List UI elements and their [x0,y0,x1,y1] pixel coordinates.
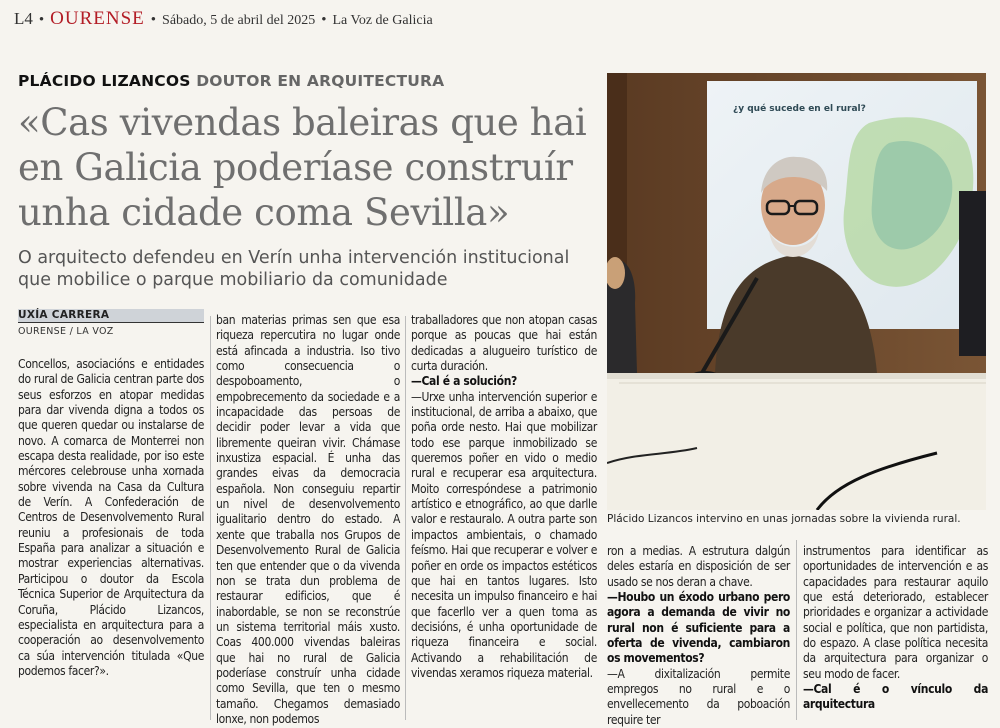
kicker-role: DOUTOR EN ARQUITECTURA [196,72,445,90]
author-location: OURENSE / LA VOZ [18,326,114,337]
interview-question: —Cal é o vínculo da arquitectura [803,682,988,712]
body-column-1 [18,357,204,679]
article-photo [607,73,986,510]
body-paragraph: —Urxe unha intervención superior e institucional, de arriba a abaixo, que poña orde nesto. Hai que mobilizar todo ese parque inmobilizado se queremos poñer en vido o medio rural e recuperar esa arquitectura. Moito correspóndese a patrimonio artístico e etnográfico, ao que darlle valor e restauralo. A outra parte son impactos ambientais, o chamado feísmo. Hai que recuperar e volver e poñer en orde os impactos estéticos que hai en tantos lugares. Isto necesita un impulso financeiro e hai que facerllo ver a quen toma as decisións, é unha oportunidade de riqueza financeira e social. Activando a rehabilitación de vivendas xeramos riqueza material. [411,389,597,680]
column-divider [210,316,211,720]
column-divider [405,316,406,720]
body-paragraph: traballadores que non atopan casas porque as poucas que hai están dedicadas a alugueiro turístico de curta duración. [411,313,597,374]
photo-illustration [607,73,986,510]
page-header: L4 • OURENSE • Sábado, 5 de abril del 2025 • La Voz de Galicia [14,8,433,29]
body-column-5 [803,544,988,713]
body-column-4 [607,544,790,728]
publication-name: La Voz de Galicia [332,13,433,28]
body-paragraph: ron a medias. A estrutura dalgún deles estaría en disposición de ser usado se nos deran a chave. [607,544,790,589]
headline: «Cas vivendas baleiras que hai en Galicia poderíase construír unha cidade coma Sevilla» [18,101,587,234]
section-name: OURENSE [50,8,145,29]
body-paragraph: instrumentos para identificar as oportunidades de intervención e as capacidades para restaurar aquilo que está deteriorado, establecer prioridades e organizar a actividade social e política, que non partidista, do espazo. A clase política necesita da arquitectura para organizar o seu modo de facer. [803,544,988,681]
body-column-3 [411,313,597,681]
interview-question: —Houbo un éxodo urbano pero agora a demanda de vivir no rural non é suficiente para a oferta de vivenda, cambiaron os movementos? [607,590,790,666]
body-column-2 [216,313,400,727]
issue-date: Sábado, 5 de abril del 2025 [162,13,316,28]
subheadline: O arquitecto defendeu en Verín unha intervención institucional que mobilice o parque mobiliario da comunidade [18,248,570,290]
article-kicker [18,72,444,90]
author-name: UXÍA CARRERA [18,309,204,323]
kicker-name: PLÁCIDO LIZANCOS [18,72,191,90]
page-number: L4 [14,9,33,28]
photo-caption: Plácido Lizancos intervino en unas jornadas sobre la vivienda rural. [607,513,961,525]
body-paragraph: ban materias primas sen que esa riqueza repercutira no lugar onde está afincada a industria. Iso tivo como consecuencia o despoboamento, o empobrecemento da sociedade e a incapacidade das persoas de decidir poder levar a vida que libremente queiran vivir. Chámase inxustiza espacial. É unha das grandes eivas da democracia española. Non conseguiu repartir un nivel de desenvolvemento igualitario dentro do estado. A xente que traballa nos Grupos de Desenvolvemento Rural de Galicia ten que entender que o da vivenda non se trata dun problema de restaurar edificios, que é inabordable, se non se reconstrúe un sistema territorial máis xusto. Coas 400.000 vivendas baleiras que hai no rural de Galicia poderíase construír unha cidade como Sevilla, que ten o mesmo tamaño. Chegamos demasiado lonxe, non podemos [216,313,400,726]
body-paragraph: —A dixitalización permite empregos no rural e o envellecemento da poboación require ter [607,666,790,727]
body-paragraph: Concellos, asociacións e entidades do rural de Galicia centran parte dos seus esforzos en atopar medidas para dar vivenda digna a todos os que queren quedar ou instalarse de novo. A comarca de Monterrei non escapa desta realidade, por iso este mércores celebrouse unha xornada sobre vivenda na Casa da Cultura de Verín. A Confederación de Centros de Desenvolvemento Rural reuniu a profesionais de toda España para analizar a situación e mostrar experiencias alternativas. Participou o doutor da Escola Técnica Superior de Arquitectura da Coruña, Plácido Lizancos, especialista en arquitectura para a cooperación ao desenvolvemento ca súa intervención titulada «Que podemos facer?». [18,357,204,678]
column-divider [796,540,797,720]
interview-question: —Cal é a solución? [411,374,517,389]
slide-title: ¿y qué sucede en el rural? [733,104,866,114]
